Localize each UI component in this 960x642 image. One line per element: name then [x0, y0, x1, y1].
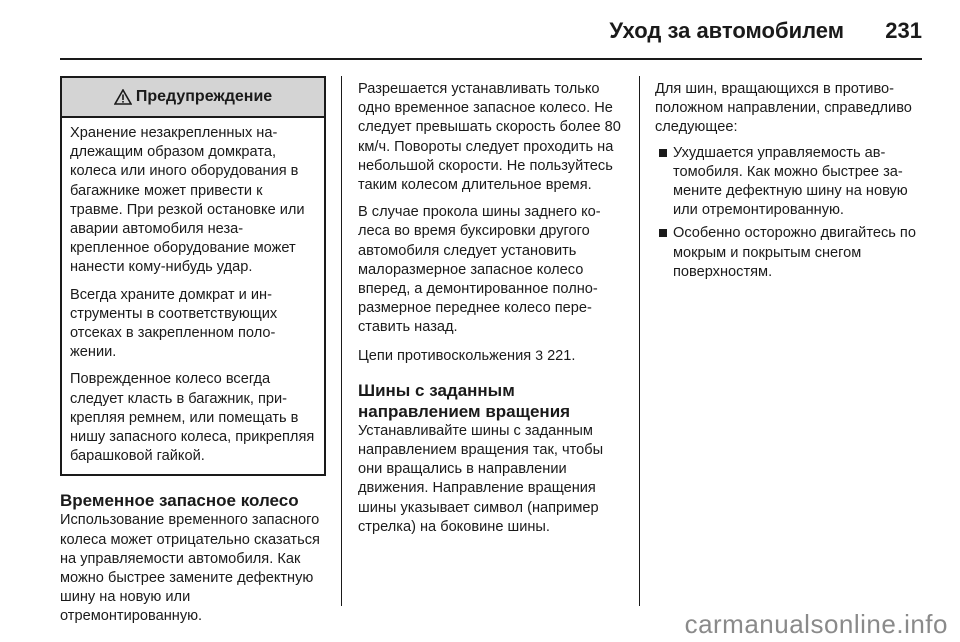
section-heading: Шины с заданным направлением вращения — [358, 380, 571, 421]
warning-paragraph: Всегда храните домкрат и инструменты в соответствующих отсеках в закрепленном положении. — [70, 286, 278, 361]
page-number: 231 — [885, 18, 922, 43]
chains-reference — [358, 346, 624, 366]
bullet-list — [655, 144, 923, 282]
page-title: Уход за автомобилем — [609, 18, 844, 43]
column-divider — [341, 76, 342, 606]
warning-triangle-icon — [114, 89, 132, 105]
warning-body — [62, 118, 324, 474]
header-rule — [60, 58, 922, 60]
warning-paragraph: Поврежденное колесо всегда следует класть в багажник, прикрепляя ремнем, или помещать в нишу запасного колеса, прикрепляя барашковой гайкой. — [70, 371, 315, 465]
column-2 — [358, 80, 624, 537]
list-item — [655, 144, 923, 221]
column-divider — [639, 76, 640, 606]
section-text: Устанавливайте шины с заданным направлением вращения так, чтобы они вращались в направлении движения. Направление вращения шины указывает символ (например стрелка) на боковине шины. — [358, 422, 604, 535]
column-3 — [655, 80, 923, 282]
column-1 — [60, 76, 326, 627]
page-header — [60, 14, 922, 48]
warning-box — [60, 76, 326, 476]
warning-header — [62, 78, 324, 118]
warning-title: Предупреждение — [135, 88, 273, 106]
chains-text: Цепи противоскольжения — [358, 347, 532, 364]
page-reference-icon: 3 — [535, 346, 543, 363]
chains-page: 221. — [547, 347, 576, 364]
intro-text: Для шин, вращающихся в противоположном направлении, справедливо следующее: — [655, 81, 912, 136]
watermark: carmanualsonline.info — [684, 609, 948, 639]
warning-paragraph: Хранение незакрепленных надлежащим образом домкрата, колеса или иного оборудования в багажнике может привести к травме. При резкой остановке или аварии автомобиля незакрепленное оборудование может нанести кому-нибудь удар. — [70, 125, 305, 276]
list-item-text: Особенно осторожно двигайтесь по мокрым и покрытым снегом поверхностям. — [673, 225, 916, 280]
list-item-text: Ухудшается управляемость автомобиля. Как можно быстрее замените дефектную шину на новую или отремонтированную. — [673, 144, 908, 219]
section-text: Использование временного запасного колеса может отрицательно сказаться на управляемости автомобиля. Как можно быстрее замените дефектную шину на новую или отремонтированную. — [60, 512, 320, 625]
body-paragraph: Разрешается устанавливать только одно временное запасное колесо. Не следует превышать скорость более 80 км/ч. Повороты следует проходить на небольшой скорости. Не пользуйтесь таким колесом длительное время. — [358, 81, 621, 194]
square-bullet-icon — [659, 229, 667, 237]
list-item — [655, 224, 923, 282]
square-bullet-icon — [659, 149, 667, 157]
section-heading: Временное запасное колесо — [60, 491, 299, 511]
body-paragraph: В случае прокола шины заднего колеса во время буксировки другого автомобиля следует установить малоразмерное запасное колесо вперед, а демонтированное полноразмерное переднее колесо переставить назад. — [358, 204, 601, 336]
